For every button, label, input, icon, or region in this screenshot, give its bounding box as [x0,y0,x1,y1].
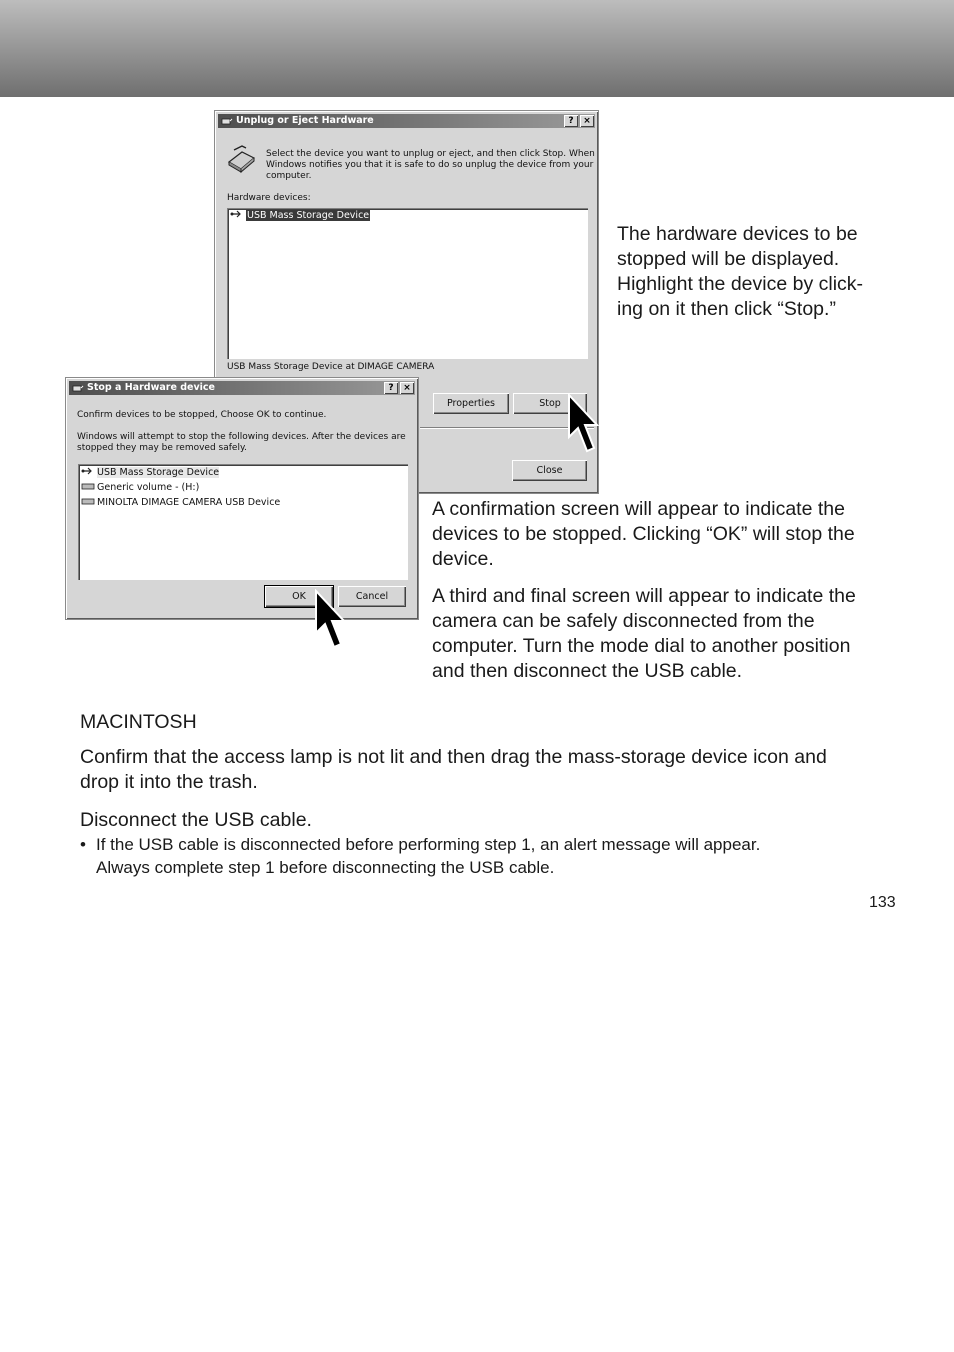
header-band [0,0,954,97]
cursor-arrow-icon [567,393,599,455]
hardware-icon [221,116,233,126]
device-description: USB Mass Storage Device at DIMAGE CAMERA [227,362,435,372]
instruction-text: Select the device you want to unplug or eject, and then click Stop. When Windows notifies you that it is safe to do so unplug the device from your computer. [266,149,595,181]
dialog-titlebar[interactable] [218,114,595,128]
confirm-text: Confirm devices to be stopped, Choose OK to continue. [77,410,327,420]
confirmation-paragraph: A confirmation screen will appear to indicate the devices to be stopped. Clicking “OK” will stop the device. [432,498,855,570]
bullet-icon: • [80,835,86,854]
cursor-arrow-icon [314,589,346,651]
dialog-title: Stop a Hardware device [87,382,215,393]
cancel-button[interactable]: Cancel [338,586,406,607]
usb-device-icon [81,467,95,476]
list-item[interactable]: MINOLTA DIMAGE CAMERA USB Device [81,497,280,509]
stop-button[interactable]: Stop [513,393,587,414]
list-item[interactable]: USB Mass Storage Device [81,467,219,479]
properties-button[interactable]: Properties [433,393,509,414]
close-icon[interactable]: × [580,115,594,127]
ok-button[interactable]: OK [265,586,333,607]
list-item[interactable]: Generic volume - (H:) [81,482,199,494]
section-heading: MACINTOSH [80,711,197,733]
hardware-devices-label: Hardware devices: [227,193,311,203]
devices-to-stop-list[interactable] [78,464,408,580]
stop-hardware-dialog [65,377,419,620]
hardware-devices-list[interactable] [227,208,588,359]
bullet-note: • If the USB cable is disconnected before performing step 1, an alert message will appear. Always complete step 1 before disconnecting the USB cable. [80,835,761,877]
third-screen-paragraph: A third and final screen will appear to indicate the camera can be safely disconnected from the computer. Turn the mode dial to another position and then disconnect the USB cable. [432,585,856,682]
disconnect-instruction: Disconnect the USB cable. [80,809,312,831]
hardware-icon [72,383,84,393]
close-icon[interactable]: × [400,382,414,394]
usb-device-icon [230,210,244,219]
dialog-title: Unplug or Eject Hardware [236,115,374,126]
warning-text: Windows will attempt to stop the following devices. After the devices are stopped they may be removed safely. [77,432,406,453]
list-item[interactable]: USB Mass Storage Device [230,210,370,222]
dialog-titlebar[interactable] [69,381,415,395]
drive-icon [81,482,95,491]
page-number: 133 [869,894,896,911]
close-button[interactable]: Close [512,460,587,481]
usb-hardware-icon [226,144,258,174]
help-button[interactable]: ? [564,115,578,127]
macintosh-paragraph: Confirm that the access lamp is not lit and then drag the mass-storage device icon and drop it into the trash. [80,746,827,793]
drive-icon [81,497,95,506]
help-button[interactable]: ? [384,382,398,394]
hardware-devices-description: The hardware devices to be stopped will be displayed. Highlight the device by click- ing on it then click “Stop.” [617,223,864,320]
